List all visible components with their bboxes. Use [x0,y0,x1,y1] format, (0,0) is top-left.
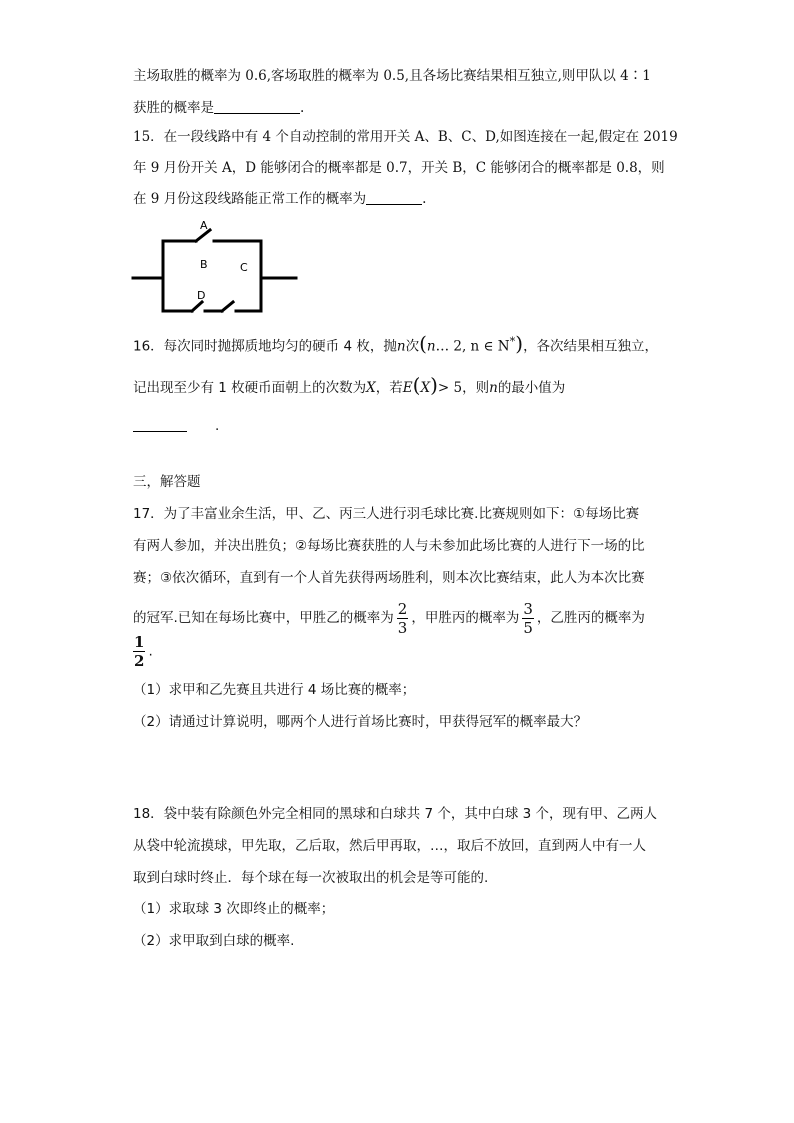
answer-blank[interactable] [366,190,422,205]
var-n: n [396,338,406,355]
cond-rest: … 2, n ∈ N [435,338,510,355]
fraction-2-3: $\frac{2}{3}$ [397,599,408,637]
q16-text-c: ，各次结果相互独立， [523,338,659,355]
q16-text-e: ，若 [375,380,403,396]
q18-line-3: 取到白球时终止．每个球在每一次被取出的机会是等可能的. [133,870,489,886]
q15-line-3 [133,189,426,209]
expect-e: E [402,380,413,396]
q17-text-b: ，甲胜丙的概率为 [411,610,520,626]
answer-blank[interactable] [214,99,300,114]
prev-question-line-1: 主场取胜的概率为 0.6,客场取胜的概率为 0.5,且各场比赛结果相互独立,则甲队以 4∶1 [133,68,651,84]
q16-line-3 [133,416,219,436]
q17-line-2: 有两人参加，并决出胜负；②每场比赛获胜的人与未参加此场比赛的人进行下一场的比 [133,538,645,554]
q16-text-f: ，则 [462,380,490,396]
cond-sup: * [509,335,516,348]
q18-line-1: 18．袋中装有除颜色外完全相同的黑球和白球共 7 个，其中白球 3 个，现有甲、乙两人 [133,806,658,822]
fraction-1-2: $\frac{1}{2}$ [134,633,145,670]
var-x: X [420,380,431,396]
var-x: X [366,380,376,396]
q17-line-1: 17．为了丰富业余生活，甲、乙、丙三人进行羽毛球比赛.比赛规则如下：①每场比赛 [133,506,640,522]
q16-text-b: 次 [405,338,420,355]
q17-part-2: （2）请通过计算说明，哪两个人进行首场比赛时，甲获得冠军的概率最大？ [133,714,588,730]
paren-open: ( [419,331,427,356]
period: . [148,643,153,660]
switch-label-b: B [200,258,208,271]
q16-line-1 [133,332,658,357]
switch-label-d: D [197,289,206,302]
switch-label-c: C [240,261,248,274]
switch-label-a: A [200,219,208,232]
period: . [422,191,427,207]
q18-part-1: （1）求取球 3 次即终止的概率； [133,901,335,917]
q16-text-d: 记出现至少有 1 枚硬币面朝上的次数为 [133,380,367,396]
q18-part-2: （2）求甲取到白球的概率. [133,933,295,949]
q18-line-2: 从袋中轮流摸球，甲先取，乙后取，然后甲再取，…，取后不放回，直到两人中有一人 [133,838,646,854]
q17-part-1: （1）求甲和乙先赛且共进行 4 场比赛的概率； [133,682,416,698]
circuit-diagram [130,218,300,318]
expect-rest: > 5 [437,380,463,396]
paren-close: ) [515,331,524,356]
q16-text-a: 16．每次同时抛掷质地均匀的硬币 4 枚，抛 [133,338,397,355]
q16-text-g: 的最小值为 [497,380,566,396]
paren-close: ) [430,373,438,397]
q15-line-3-text: 在 9 月份这段线路能正常工作的概率为 [133,191,367,207]
q16-line-2 [133,375,565,398]
period: . [300,100,305,116]
section-title: 三，解答题 [133,474,201,490]
paren-open: ( [412,373,421,397]
period: . [215,418,220,434]
fraction-3-5: $\frac{3}{5}$ [523,599,533,637]
q17-line-3: 赛；③依次循环，直到有一个人首先获得两场胜利，则本次比赛结束，此人为本次比赛 [133,570,645,586]
prev-question-line-2 [133,98,304,118]
q15-line-1: 15．在一段线路中有 4 个自动控制的常用开关 A、B、C、D,如图连接在一起,假定在 2019 [133,129,678,145]
prev-question-text: 获胜的概率是 [133,100,214,116]
q17-line-4 [133,592,645,644]
cond-n: n [426,338,436,355]
q15-line-2: 年 9 月份开关 A，D 能够闭合的概率都是 0.7，开关 B，C 能够闭合的概率都是 0.8，则 [133,160,665,176]
answer-blank[interactable] [133,417,187,432]
q17-text-c: ，乙胜丙的概率为 [536,610,645,626]
q17-line-5 [133,633,153,670]
q17-text-a: 的冠军.已知在每场比赛中，甲胜乙的概率为 [133,610,394,626]
var-n: n [489,380,498,396]
